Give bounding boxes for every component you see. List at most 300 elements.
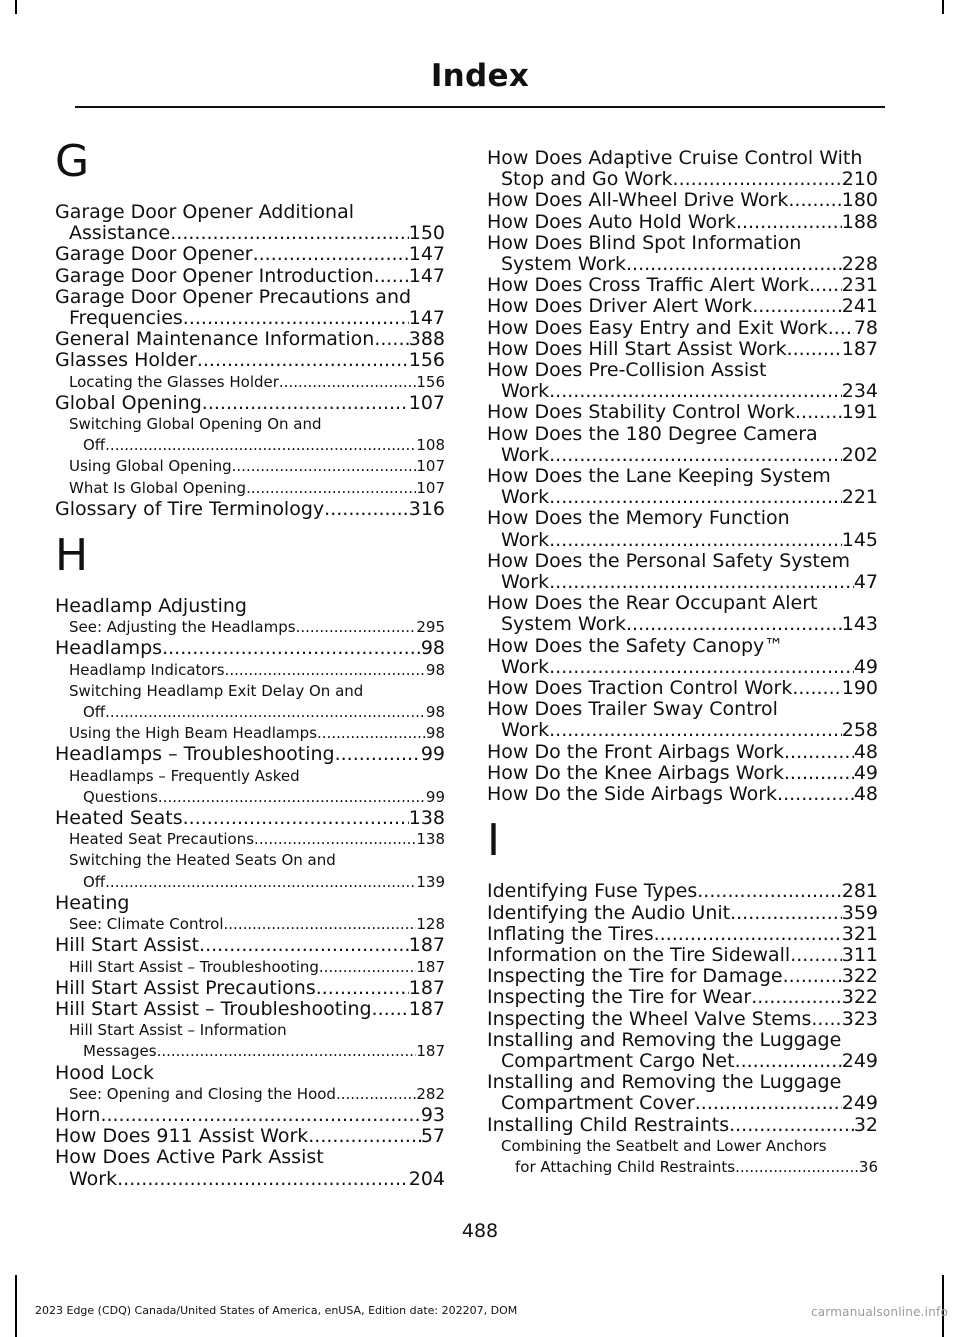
index-subentry[interactable]: [55, 617, 445, 638]
entry-title: Inspecting the Tire for Damage: [487, 965, 783, 988]
index-entry[interactable]: [487, 360, 878, 402]
index-entry[interactable]: [55, 1105, 445, 1126]
index-entry[interactable]: [487, 318, 878, 339]
entry-title: Hood Lock: [55, 1061, 154, 1084]
dot-leader: [117, 1169, 409, 1190]
index-entry[interactable]: [487, 636, 878, 678]
entry-leader-line: [55, 393, 445, 414]
entry-title: Horn: [55, 1103, 101, 1126]
dot-leader: [549, 445, 842, 466]
entry-title: Information on the Tire Sidewall: [487, 943, 791, 966]
entry-title: System Work: [501, 613, 627, 636]
entry-leader-line: [55, 1063, 445, 1084]
index-entry[interactable]: [487, 233, 878, 275]
index-entry[interactable]: [487, 966, 878, 987]
entry-text: How Does Trailer Sway Control: [487, 698, 778, 721]
entry-page-number[interactable]: 249: [841, 1049, 878, 1072]
index-section-letter: I: [487, 815, 500, 867]
index-entry[interactable]: [487, 881, 878, 902]
entry-title: Off: [83, 436, 106, 455]
entry-page-number[interactable]: 321: [841, 922, 878, 945]
entry-title: What Is Global Opening: [69, 478, 247, 497]
page-number: 488: [461, 1220, 499, 1242]
entry-text-line: [55, 287, 445, 308]
entry-page-number[interactable]: 188: [841, 210, 878, 233]
dot-leader: [335, 744, 421, 765]
dot-leader: [809, 275, 842, 296]
dot-leader: [317, 723, 426, 744]
entry-title: Work: [501, 528, 550, 551]
entry-leader-line: [55, 350, 445, 371]
entry-text: Garage Door Opener Precautions and: [55, 285, 412, 308]
index-entry[interactable]: [487, 945, 878, 966]
entry-title: Glossary of Tire Terminology: [55, 497, 325, 520]
index-entry[interactable]: [55, 744, 445, 765]
dot-leader: [197, 350, 409, 371]
dot-leader: [626, 614, 842, 635]
entry-title: Hill Start Assist – Troubleshooting: [69, 957, 319, 976]
index-subentry[interactable]: [55, 957, 445, 978]
entry-page-number[interactable]: 359: [841, 901, 878, 924]
entry-text-line: [487, 360, 878, 381]
dot-leader: [336, 1084, 416, 1105]
entry-page-number[interactable]: 138: [416, 830, 445, 849]
entry-leader-line: [69, 872, 445, 893]
crop-mark-bottom-left: [15, 1275, 17, 1337]
entry-title: Compartment Cargo Net: [501, 1049, 735, 1072]
index-entry[interactable]: [55, 999, 445, 1020]
index-entry[interactable]: [487, 508, 878, 550]
index-entry[interactable]: [487, 148, 878, 190]
entry-title: How Do the Side Airbags Work: [487, 783, 778, 806]
entry-page-number[interactable]: 282: [416, 1084, 445, 1103]
index-subentry[interactable]: [55, 723, 445, 744]
index-entry[interactable]: [487, 1009, 878, 1030]
crop-mark-top-right: [942, 0, 944, 14]
index-entry[interactable]: [487, 1030, 878, 1072]
entry-title: Hill Start Assist: [55, 934, 200, 957]
index-entry[interactable]: [55, 1126, 445, 1147]
entry-leader-line: [487, 903, 878, 924]
index-entry[interactable]: [487, 699, 878, 741]
dot-leader: [695, 1093, 842, 1114]
entry-page-number[interactable]: 316: [408, 497, 445, 520]
dot-leader: [697, 881, 841, 902]
entry-page-number[interactable]: 49: [853, 761, 878, 784]
index-subentry[interactable]: [487, 1136, 878, 1178]
dot-leader: [788, 190, 841, 211]
entry-title: Off: [83, 872, 106, 891]
dot-leader: [232, 456, 417, 477]
entry-title: How Does All-Wheel Drive Work: [487, 189, 789, 212]
entry-text-line: [487, 593, 878, 614]
entry-leader-line: [487, 1115, 878, 1136]
dot-leader: [225, 660, 426, 681]
entry-page-number[interactable]: 322: [841, 986, 878, 1009]
entry-title: How Do the Front Airbags Work: [487, 740, 785, 763]
index-entry[interactable]: [55, 393, 445, 414]
entry-page-number[interactable]: 187: [408, 997, 445, 1020]
dot-leader: [253, 244, 409, 265]
entry-leader-line: [487, 169, 878, 190]
entry-leader-line: [487, 987, 878, 1008]
index-subentry[interactable]: [55, 414, 445, 456]
entry-page-number[interactable]: 202: [841, 443, 878, 466]
entry-leader-line: [55, 1105, 445, 1126]
entry-text: How Does Blind Spot Information: [487, 231, 802, 254]
entry-leader-line: [487, 1009, 878, 1030]
entry-leader-line: [55, 223, 445, 244]
index-entry[interactable]: [487, 903, 878, 924]
entry-leader-line: [55, 744, 445, 765]
entry-text-line: [69, 1020, 445, 1041]
index-entry[interactable]: [55, 244, 445, 265]
dot-leader: [319, 957, 416, 978]
entry-page-number[interactable]: 221: [841, 486, 878, 509]
index-entry[interactable]: [487, 551, 878, 593]
entry-title: How Does Cross Traffic Alert Work: [487, 274, 809, 297]
entry-title: Headlamp Indicators: [69, 660, 225, 679]
entry-title: Work: [501, 655, 550, 678]
index-section-letter: G: [55, 136, 90, 187]
entry-page-number[interactable]: 187: [841, 337, 878, 360]
entry-title: Work: [501, 571, 550, 594]
entry-text: How Does the Personal Safety System: [487, 549, 851, 572]
index-subentry[interactable]: [55, 456, 445, 477]
index-subentry[interactable]: [55, 478, 445, 499]
entry-page-number[interactable]: 48: [853, 783, 878, 806]
entry-text: Installing and Removing the Luggage: [487, 1071, 842, 1094]
entry-page-number[interactable]: 241: [841, 295, 878, 318]
entry-page-number[interactable]: 156: [408, 349, 445, 372]
entry-text: How Does the Rear Occupant Alert: [487, 592, 818, 615]
entry-page-number[interactable]: 47: [853, 571, 878, 594]
entry-page-number[interactable]: 36: [858, 1157, 878, 1176]
dot-leader: [784, 742, 854, 763]
entry-page-number[interactable]: 187: [416, 1042, 445, 1061]
entry-title: Identifying Fuse Types: [487, 880, 698, 903]
entry-page-number[interactable]: 187: [408, 934, 445, 957]
entry-leader-line: [55, 935, 445, 956]
index-entry[interactable]: [487, 593, 878, 635]
entry-leader-line: [69, 702, 445, 723]
index-entry[interactable]: [55, 266, 445, 287]
header-divider: [75, 106, 885, 108]
entry-text: Garage Door Opener Additional: [55, 201, 355, 223]
index-entry[interactable]: [55, 1063, 445, 1084]
index-entry[interactable]: [55, 499, 445, 520]
entry-leader-line: [55, 999, 445, 1020]
entry-text-line: [487, 1030, 878, 1051]
entry-text: Headlamps – Frequently Asked: [69, 766, 300, 785]
index-entry[interactable]: [55, 808, 445, 829]
index-entry[interactable]: [55, 893, 445, 914]
entry-page-number[interactable]: 249: [841, 1092, 878, 1115]
entry-title: See: Climate Control: [69, 915, 224, 934]
index-entry[interactable]: [487, 784, 878, 805]
index-subentry[interactable]: [55, 372, 445, 393]
index-subentry[interactable]: [55, 1020, 445, 1062]
entry-page-number[interactable]: 147: [408, 307, 445, 330]
entry-text: How Does the Safety Canopy™: [487, 634, 784, 657]
index-entry[interactable]: [55, 596, 445, 617]
entry-leader-line: [487, 190, 878, 211]
entry-leader-line: [55, 329, 445, 350]
entry-leader-line: [501, 1157, 878, 1178]
entry-page-number[interactable]: 150: [408, 222, 445, 245]
dot-leader: [105, 435, 416, 456]
entry-leader-line: [69, 456, 445, 477]
entry-title: Garage Door Opener: [55, 243, 253, 266]
entry-page-number[interactable]: 231: [841, 274, 878, 297]
index-subentry[interactable]: [55, 850, 445, 892]
entry-page-number[interactable]: 93: [420, 1103, 445, 1126]
index-subentry[interactable]: [55, 914, 445, 935]
entry-leader-line: [487, 881, 878, 902]
entry-page-number[interactable]: 98: [420, 637, 445, 660]
index-column-left: [55, 138, 445, 1190]
index-entry[interactable]: [487, 987, 878, 1008]
dot-leader: [372, 999, 409, 1020]
index-entry[interactable]: [487, 275, 878, 296]
entry-leader-line: [487, 445, 878, 466]
entry-page-number[interactable]: 98: [425, 703, 445, 722]
dot-leader: [811, 1009, 841, 1030]
entry-leader-line: [487, 381, 878, 402]
index-entry[interactable]: [487, 402, 878, 423]
entry-page-number[interactable]: 147: [408, 243, 445, 266]
entry-leader-line: [69, 829, 445, 850]
entry-page-number[interactable]: 228: [841, 253, 878, 276]
entry-page-number[interactable]: 311: [841, 943, 878, 966]
dot-leader: [549, 720, 842, 741]
entry-page-number[interactable]: 234: [841, 380, 878, 403]
entry-page-number[interactable]: 99: [420, 743, 445, 766]
entry-page-number[interactable]: 147: [408, 264, 445, 287]
entry-title: Headlamps – Troubleshooting: [55, 743, 335, 766]
entry-text: Combining the Seatbelt and Lower Anchors: [501, 1136, 827, 1155]
entry-title: Locating the Glasses Holder: [69, 372, 279, 391]
index-entry[interactable]: [55, 350, 445, 371]
entry-page-number[interactable]: 128: [416, 915, 445, 934]
entry-page-number[interactable]: 99: [425, 787, 445, 806]
index-entry[interactable]: [55, 978, 445, 999]
entry-title: Frequencies: [69, 307, 183, 330]
entry-page-number[interactable]: 295: [416, 618, 445, 637]
entry-text: How Does the 180 Degree Camera: [487, 422, 818, 445]
index-subentry[interactable]: [55, 681, 445, 723]
index-entry[interactable]: [487, 190, 878, 211]
dot-leader: [279, 372, 416, 393]
index-entry[interactable]: [55, 329, 445, 350]
entry-page-number[interactable]: 210: [841, 168, 878, 191]
entry-title: Global Opening: [55, 391, 202, 414]
dot-leader: [374, 266, 409, 287]
dot-leader: [202, 393, 409, 414]
entry-leader-line: [487, 296, 878, 317]
entry-page-number[interactable]: 258: [841, 719, 878, 742]
entry-text: Installing and Removing the Luggage: [487, 1028, 842, 1051]
entry-title: Headlamp Adjusting: [55, 595, 247, 618]
entry-page-number[interactable]: 180: [841, 189, 878, 212]
entry-page-number[interactable]: 187: [408, 976, 445, 999]
index-entry[interactable]: [487, 763, 878, 784]
dot-leader: [735, 1157, 859, 1178]
entry-leader-line: [487, 487, 878, 508]
entry-page-number[interactable]: 323: [841, 1007, 878, 1030]
entry-leader-line: [55, 638, 445, 659]
index-entry[interactable]: [55, 202, 445, 244]
entry-page-number[interactable]: 107: [408, 391, 445, 414]
index-entry[interactable]: [487, 742, 878, 763]
entry-title: Heating: [55, 891, 130, 914]
entry-title: Questions: [83, 787, 158, 806]
entry-page-number[interactable]: 388: [408, 328, 445, 351]
index-entry[interactable]: [487, 1115, 878, 1136]
entry-leader-line: [487, 966, 878, 987]
entry-page-number[interactable]: 322: [841, 965, 878, 988]
entry-title: Heated Seat Precautions: [69, 830, 255, 849]
index-section-letter: H: [55, 530, 89, 582]
entry-leader-line: [69, 957, 445, 978]
entry-text-line: [487, 508, 878, 529]
entry-page-number[interactable]: 139: [416, 872, 445, 891]
entry-page-number[interactable]: 187: [416, 957, 445, 976]
entry-page-number[interactable]: 107: [416, 457, 445, 476]
entry-title: Stop and Go Work: [501, 168, 673, 191]
entry-title: Using Global Opening: [69, 457, 232, 476]
index-entry[interactable]: [55, 1147, 445, 1189]
dot-leader: [170, 223, 408, 244]
entry-title: How Does Traction Control Work: [487, 677, 793, 700]
entry-title: How Does Auto Hold Work: [487, 210, 736, 233]
dot-leader: [777, 784, 854, 805]
entry-page-number[interactable]: 107: [416, 478, 445, 497]
index-entry[interactable]: [487, 339, 878, 360]
index-subentry[interactable]: [55, 829, 445, 850]
index-entry[interactable]: [487, 212, 878, 233]
entry-leader-line: [487, 530, 878, 551]
entry-text: Switching the Heated Seats On and: [69, 851, 336, 870]
index-subentry[interactable]: [55, 660, 445, 681]
entry-leader-line: [69, 914, 445, 935]
entry-title: Inflating the Tires: [487, 922, 654, 945]
entry-title: Inspecting the Wheel Valve Stems: [487, 1007, 812, 1030]
entry-leader-line: [55, 1126, 445, 1147]
entry-page-number[interactable]: 98: [425, 724, 445, 743]
entry-text: How Does the Memory Function: [487, 507, 790, 530]
index-column-right: [487, 148, 878, 1178]
index-entry[interactable]: [487, 924, 878, 945]
index-entry[interactable]: [55, 638, 445, 659]
entry-title: Work: [501, 443, 550, 466]
index-subentry[interactable]: [55, 766, 445, 808]
entry-page-number[interactable]: 49: [853, 655, 878, 678]
entry-leader-line: [55, 244, 445, 265]
entry-title: for Attaching Child Restraints: [515, 1157, 736, 1176]
dot-leader: [549, 657, 854, 678]
entry-title: How Does 911 Assist Work: [55, 1125, 309, 1148]
entry-page-number[interactable]: 145: [841, 528, 878, 551]
entry-title: Hill Start Assist – Troubleshooting: [55, 997, 372, 1020]
entry-leader-line: [487, 402, 878, 423]
index-entry[interactable]: [55, 935, 445, 956]
entry-text-line: [55, 202, 445, 223]
entry-leader-line: [487, 924, 878, 945]
dot-leader: [654, 924, 842, 945]
entry-leader-line: [69, 787, 445, 808]
entry-page-number[interactable]: 138: [408, 807, 445, 830]
entry-leader-line: [487, 339, 878, 360]
entry-text-line: [487, 466, 878, 487]
entry-leader-line: [55, 893, 445, 914]
entry-title: Inspecting the Tire for Wear: [487, 986, 752, 1009]
watermark: carmanualsonline.info: [811, 1305, 948, 1319]
entry-page-number[interactable]: 191: [841, 401, 878, 424]
entry-leader-line: [55, 266, 445, 287]
entry-text-line: [487, 699, 878, 720]
dot-leader: [162, 638, 421, 659]
index-entry[interactable]: [487, 466, 878, 508]
entry-page-number[interactable]: 32: [853, 1113, 878, 1136]
entry-page-number[interactable]: 204: [408, 1167, 445, 1190]
entry-text: Switching Global Opening On and: [69, 415, 322, 434]
index-entry[interactable]: [487, 678, 878, 699]
dot-leader: [324, 499, 409, 520]
entry-text-line: [55, 1147, 445, 1168]
entry-text: How Does Active Park Assist: [55, 1146, 324, 1169]
entry-page-number[interactable]: 57: [420, 1125, 445, 1148]
entry-page-number[interactable]: 190: [841, 677, 878, 700]
entry-leader-line: [69, 723, 445, 744]
entry-leader-line: [55, 978, 445, 999]
entry-leader-line: [69, 1084, 445, 1105]
index-entry[interactable]: [487, 1072, 878, 1114]
entry-page-number[interactable]: 98: [425, 660, 445, 679]
entry-leader-line: [487, 763, 878, 784]
entry-title: General Maintenance Information: [55, 328, 375, 351]
entry-title: How Does Stability Control Work: [487, 401, 795, 424]
dot-leader: [549, 487, 842, 508]
dot-leader: [105, 872, 416, 893]
crop-mark-top-left: [15, 0, 17, 14]
entry-text-line: [69, 414, 445, 435]
entry-page-number[interactable]: 281: [841, 880, 878, 903]
entry-page-number[interactable]: 143: [841, 613, 878, 636]
entry-text-line: [69, 766, 445, 787]
dot-leader: [254, 829, 416, 850]
entry-page-number[interactable]: 48: [853, 740, 878, 763]
entry-leader-line: [69, 478, 445, 499]
entry-title: Work: [501, 719, 550, 742]
entry-page-number[interactable]: 108: [416, 436, 445, 455]
entry-page-number[interactable]: 78: [853, 316, 878, 339]
index-entry[interactable]: [55, 287, 445, 329]
dot-leader: [730, 903, 842, 924]
entry-title: Headlamps: [55, 637, 163, 660]
entry-page-number[interactable]: 156: [416, 372, 445, 391]
entry-text-line: [487, 424, 878, 445]
entry-text-line: [487, 551, 878, 572]
entry-title: How Does Driver Alert Work: [487, 295, 753, 318]
entry-title: How Do the Knee Airbags Work: [487, 761, 784, 784]
dot-leader: [183, 808, 409, 829]
index-subentry[interactable]: [55, 1084, 445, 1105]
entry-title: Identifying the Audio Unit: [487, 901, 731, 924]
dot-leader: [296, 617, 417, 638]
index-entry[interactable]: [487, 424, 878, 466]
index-entry[interactable]: [487, 296, 878, 317]
